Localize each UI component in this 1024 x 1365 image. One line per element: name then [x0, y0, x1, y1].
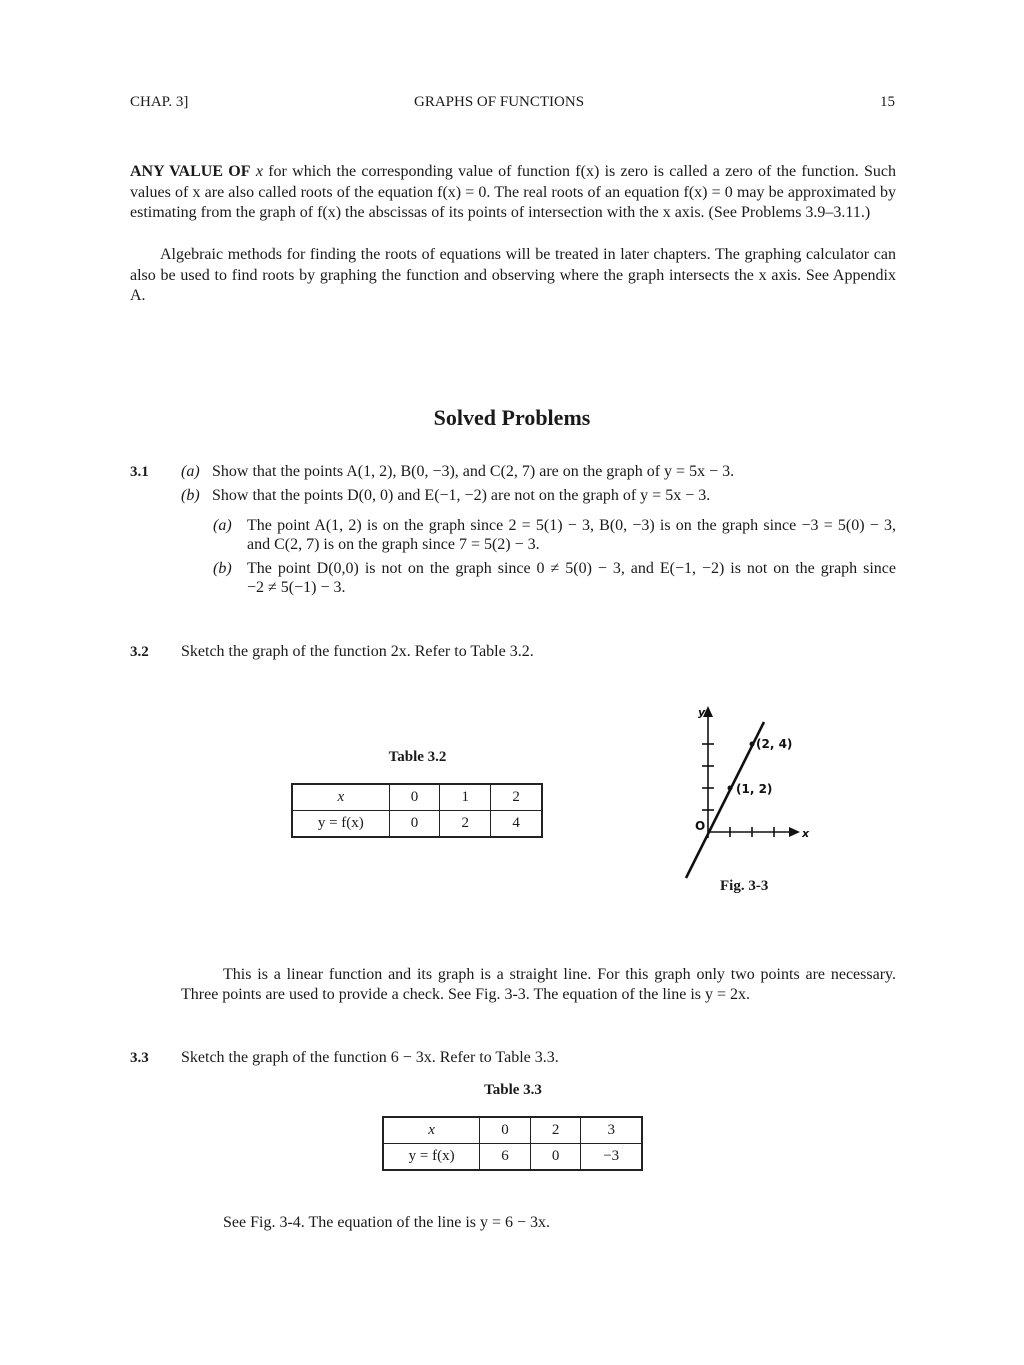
page-number: 15 — [880, 94, 895, 110]
figure-3-3-caption: Fig. 3-3 — [720, 878, 769, 894]
p31-sol-a-label: (a) — [213, 517, 232, 534]
p31-sol-a-line2: and C(2, 7) is on the graph since 7 = 5(2) − 3. — [247, 536, 540, 553]
table-cell: x — [292, 784, 389, 811]
table-3-2-caption: Table 3.2 — [388, 749, 447, 765]
table-cell: 0 — [480, 1117, 531, 1144]
figure-3-3 — [670, 700, 830, 885]
table-cell: 2 — [491, 784, 542, 811]
running-header-title: GRAPHS OF FUNCTIONS — [414, 94, 585, 110]
p31-sol-a-line1: The point A(1, 2) is on the graph since 2 = 5(1) − 3, B(0, −3) is on the graph since −3 = 5(0) − 3, — [247, 517, 896, 534]
table-cell: y = f(x) — [383, 1144, 480, 1171]
p31-b-label: (b) — [181, 487, 200, 504]
point-1-2 — [728, 786, 733, 791]
table-cell: y = f(x) — [292, 811, 389, 838]
intro-var: x — [255, 163, 263, 180]
table-cell: x — [383, 1117, 480, 1144]
table-cell: 3 — [581, 1117, 642, 1144]
p31-a-label: (a) — [181, 463, 200, 480]
x-axis-arrow — [789, 827, 800, 837]
table-3-3 — [382, 1116, 643, 1171]
p31-sol-b-label: (b) — [213, 560, 232, 577]
intro-paragraph-2 — [130, 245, 896, 307]
intro-lead: ANY VALUE OF — [130, 163, 251, 180]
point-label-2-4: (2, 4) — [756, 737, 793, 751]
problem-number-3-2: 3.2 — [130, 644, 149, 660]
problem-number-3-1: 3.1 — [130, 464, 149, 480]
y-axis-label: y — [698, 706, 706, 719]
p32-solution-line2: Three points are used to provide a check. See Fig. 3-3. The equation of the line is y = 2x. — [181, 986, 751, 1003]
table-row — [292, 784, 542, 811]
table-cell: 6 — [480, 1144, 531, 1171]
point-label-1-2: (1, 2) — [736, 782, 773, 796]
section-title: Solved Problems — [433, 405, 591, 430]
origin-label: O — [695, 819, 706, 833]
p33-text: Sketch the graph of the function 6 − 3x. Refer to Table 3.3. — [181, 1049, 559, 1066]
table-row — [383, 1117, 642, 1144]
table-cell: 0 — [389, 784, 440, 811]
intro-paragraph-1 — [130, 162, 896, 224]
p31-sol-b-line2: −2 ≠ 5(−1) − 3. — [247, 579, 346, 596]
x-axis-label: x — [802, 827, 810, 840]
table-cell: 1 — [440, 784, 491, 811]
table-3-3-caption: Table 3.3 — [484, 1082, 542, 1098]
table-row — [383, 1144, 642, 1171]
table-cell: 0 — [389, 811, 440, 838]
table-row — [292, 811, 542, 838]
p31-a-text: Show that the points A(1, 2), B(0, −3), and C(2, 7) are on the graph of y = 5x − 3. — [212, 463, 735, 480]
table-cell: 4 — [491, 811, 542, 838]
point-2-4 — [750, 742, 755, 747]
p32-text: Sketch the graph of the function 2x. Refer to Table 3.2. — [181, 643, 534, 660]
table-cell: 0 — [530, 1144, 581, 1171]
p31-b-text: Show that the points D(0, 0) and E(−1, −2) are not on the graph of y = 5x − 3. — [212, 487, 711, 504]
table-cell: 2 — [530, 1117, 581, 1144]
p33-solution: See Fig. 3-4. The equation of the line is y = 6 − 3x. — [223, 1214, 551, 1231]
problem-number-3-3: 3.3 — [130, 1050, 149, 1066]
running-header-chapter: CHAP. 3] — [130, 94, 189, 110]
table-cell: −3 — [581, 1144, 642, 1171]
intro-text-2: Algebraic methods for finding the roots of equations will be treated in later chapters. The graphing calculator can also be used to find roots by graphing the function and observing where the graph intersects the x axis. See Appendix A. — [130, 246, 896, 305]
table-cell: 2 — [440, 811, 491, 838]
intro-text-1: for which the corresponding value of function f(x) is zero is called a zero of the function. Such values of x are also called roots of the equation f(x) = 0. The real roots of an equation f(x) = 0 may be approximated by estimating from the graph of f(x) the abscissas of its points of intersection with the x axis. (See Problems 3.9–3.11.) — [130, 163, 897, 222]
p32-solution-line1: This is a linear function and its graph is a straight line. For this graph only two points are necessary. — [223, 966, 896, 983]
table-3-2 — [291, 783, 543, 838]
p31-sol-b-line1: The point D(0,0) is not on the graph since 0 ≠ 5(0) − 3, and E(−1, −2) is not on the graph since — [247, 560, 896, 577]
